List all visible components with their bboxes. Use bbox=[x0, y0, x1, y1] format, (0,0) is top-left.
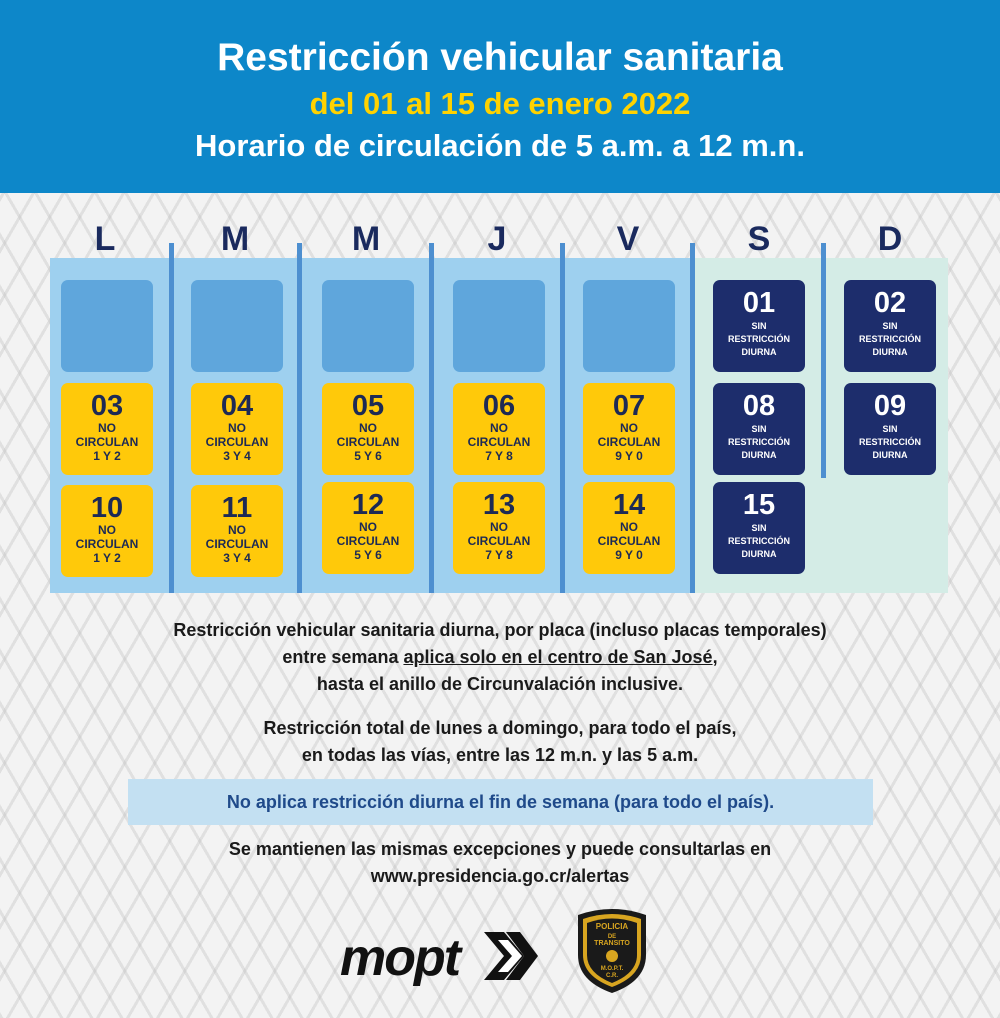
calendar-cell-day-02 bbox=[844, 280, 936, 372]
day-number: 01 bbox=[742, 287, 776, 319]
day-number: 04 bbox=[220, 390, 254, 422]
svg-text:POLICIA: POLICIA bbox=[595, 922, 629, 931]
cell-label: NO CIRCULAN 7 Y 8 bbox=[467, 421, 531, 463]
calendar-cell-day-10 bbox=[61, 485, 153, 577]
day-number: 10 bbox=[90, 492, 124, 524]
day-number: 05 bbox=[351, 390, 385, 422]
day-number: 02 bbox=[873, 287, 907, 319]
day-number: 06 bbox=[482, 390, 516, 422]
column-separator bbox=[821, 243, 826, 478]
day-number: 13 bbox=[482, 489, 516, 521]
day-header-m2: M bbox=[351, 220, 381, 258]
column-separator bbox=[560, 243, 565, 593]
calendar-cell-day-07 bbox=[583, 383, 675, 475]
cell-label: SIN RESTRICCIÓN DIURNA bbox=[727, 321, 790, 357]
cell-label: NO CIRCULAN 5 Y 6 bbox=[336, 520, 400, 562]
policia-transito-badge-icon bbox=[572, 905, 652, 995]
cell-label: NO CIRCULAN 1 Y 2 bbox=[75, 421, 139, 463]
cell-label: SIN RESTRICCIÓN DIURNA bbox=[858, 321, 921, 357]
calendar-cell-day-03 bbox=[61, 383, 153, 475]
weekend-notice-band: No aplica restricción diurna el fin de semana (para todo el país). bbox=[128, 779, 873, 825]
day-number: 03 bbox=[90, 390, 124, 422]
calendar-cell-day-11 bbox=[191, 485, 283, 577]
alerts-url: www.presidencia.go.cr/alertas bbox=[370, 866, 630, 886]
day-header-l: L bbox=[94, 220, 116, 258]
calendar-cell-day-15 bbox=[713, 482, 805, 574]
mopt-chevrons-icon bbox=[480, 926, 540, 986]
calendar-cell-empty bbox=[583, 280, 675, 372]
info-paragraph-2: Restricción total de lunes a domingo, para todo el país, en todas las vías, entre las 12 m.n. y las 5 a.m. bbox=[263, 718, 737, 765]
day-number: 12 bbox=[351, 489, 385, 521]
column-separator bbox=[169, 243, 174, 593]
calendar-cell-day-09 bbox=[844, 383, 936, 475]
calendar-cell-empty bbox=[322, 280, 414, 372]
info-paragraph-3: Se mantienen las mismas excepciones y puede consultarlas en www.presidencia.go.cr/alertas bbox=[228, 839, 772, 886]
day-number: 11 bbox=[221, 492, 253, 524]
cell-label: NO CIRCULAN 3 Y 4 bbox=[205, 523, 269, 565]
cell-label: SIN RESTRICCIÓN DIURNA bbox=[727, 424, 790, 460]
calendar-cell-day-01 bbox=[713, 280, 805, 372]
day-header-j: J bbox=[487, 220, 507, 258]
svg-text:DE: DE bbox=[607, 934, 617, 940]
page-title: Restricción vehicular sanitaria bbox=[217, 36, 783, 79]
day-header-s: S bbox=[747, 220, 771, 258]
cell-label: NO CIRCULAN 9 Y 0 bbox=[597, 520, 661, 562]
day-header-d: D bbox=[877, 220, 903, 258]
svg-text:C.R.: C.R. bbox=[606, 973, 618, 979]
column-separator bbox=[297, 243, 302, 593]
day-number: 14 bbox=[612, 489, 646, 521]
calendar-cell-empty bbox=[453, 280, 545, 372]
calendar-cell-empty bbox=[61, 280, 153, 372]
calendar-cell-day-06 bbox=[453, 383, 545, 475]
cell-label: NO CIRCULAN 3 Y 4 bbox=[205, 421, 269, 463]
day-number: 07 bbox=[612, 390, 646, 422]
cell-label: SIN RESTRICCIÓN DIURNA bbox=[858, 424, 921, 460]
svg-text:TRANSITO: TRANSITO bbox=[594, 940, 630, 947]
schedule-text: Horario de circulación de 5 a.m. a 12 m.n. bbox=[195, 128, 805, 163]
svg-text:M.O.P.T.: M.O.P.T. bbox=[600, 966, 624, 972]
column-separator bbox=[429, 243, 434, 593]
cell-label: NO CIRCULAN 1 Y 2 bbox=[75, 523, 139, 565]
calendar-cell-empty bbox=[191, 280, 283, 372]
calendar-cell-day-14 bbox=[583, 482, 675, 574]
date-range: del 01 al 15 de enero 2022 bbox=[309, 86, 691, 121]
calendar-cell-day-13 bbox=[453, 482, 545, 574]
calendar-cell-day-12 bbox=[322, 482, 414, 574]
cell-label: NO CIRCULAN 9 Y 0 bbox=[597, 421, 661, 463]
day-number: 09 bbox=[873, 390, 907, 422]
cell-label: SIN RESTRICCIÓN DIURNA bbox=[727, 523, 790, 559]
column-separator bbox=[690, 243, 695, 593]
calendar-cell-day-08 bbox=[713, 383, 805, 475]
day-header-m1: M bbox=[220, 220, 250, 258]
day-number: 15 bbox=[742, 489, 776, 521]
calendar-cell-day-05 bbox=[322, 383, 414, 475]
day-number: 08 bbox=[742, 390, 776, 422]
header-banner bbox=[0, 0, 1000, 193]
cell-label: NO CIRCULAN 7 Y 8 bbox=[467, 520, 531, 562]
calendar-cell-day-04 bbox=[191, 383, 283, 475]
cell-label: NO CIRCULAN 5 Y 6 bbox=[336, 421, 400, 463]
san-jose-highlight: aplica solo en el centro de San José bbox=[403, 647, 713, 667]
day-header-v: V bbox=[616, 220, 640, 258]
info-paragraph-1: Restricción vehicular sanitaria diurna, por placa (incluso placas temporales) entre semana aplica solo en el centro de San José, hasta el anillo de Circunvalación inclusive. bbox=[173, 620, 827, 694]
